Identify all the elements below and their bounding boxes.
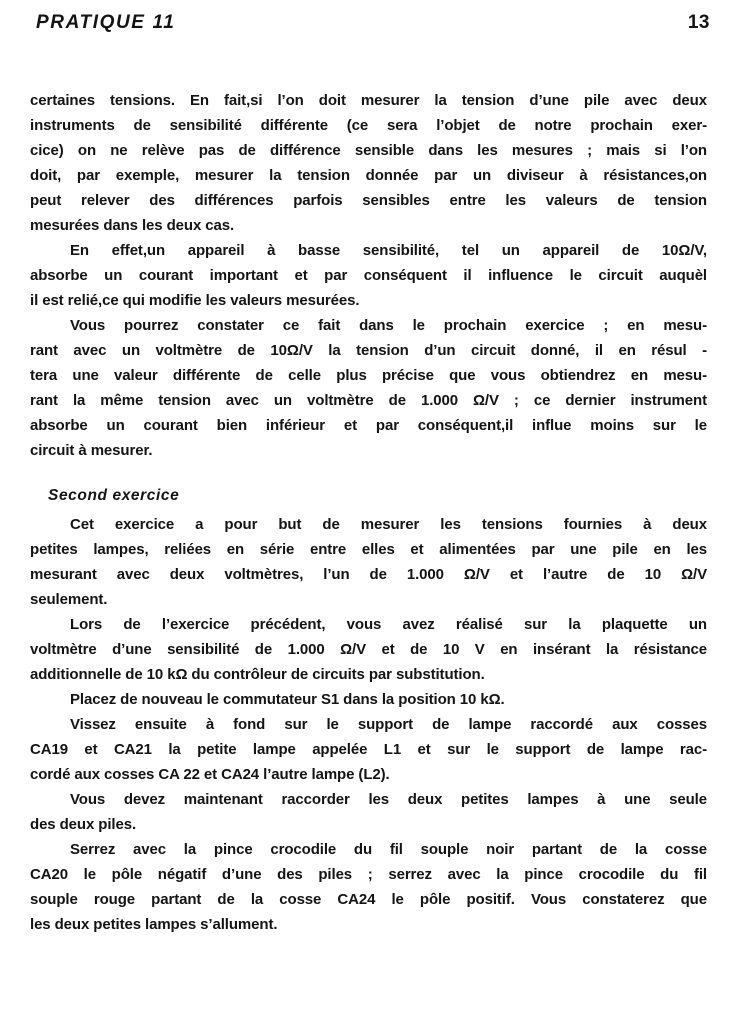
body-paragraph (30, 512, 707, 612)
text-line: souple rouge partant de la cosse CA24 le pôle positif. Vous constaterez que (30, 891, 707, 908)
text-line: CA20 le pôle négatif d’une des piles ; serrez avec la pince crocodile du fil (30, 866, 707, 883)
text-line: Vissez ensuite à fond sur le support de lampe raccordé aux cosses (70, 716, 707, 733)
body-paragraph (30, 612, 707, 687)
text-line: circuit à mesurer. (30, 442, 153, 459)
text-line: additionnelle de 10 kΩ du contrôleur de circuits par substitution. (30, 666, 485, 683)
text-line: Cet exercice a pour but de mesurer les tensions fournies à deux (70, 516, 707, 533)
body-paragraph (30, 238, 707, 313)
text-line: Vous devez maintenant raccorder les deux petites lampes à une seule (70, 791, 707, 808)
page-number: 13 (687, 12, 710, 33)
text-line: peut relever des différences parfois sensibles entre les valeurs de tension (30, 192, 707, 209)
text-line: les deux petites lampes s’allument. (30, 916, 278, 933)
text-line: CA19 et CA21 la petite lampe appelée L1 et sur le support de lampe rac- (30, 741, 707, 758)
text-line: Lors de l’exercice précédent, vous avez réalisé sur la plaquette un (70, 616, 707, 633)
body-paragraph (30, 837, 707, 937)
page-body (30, 88, 707, 937)
text-line: Vous pourrez constater ce fait dans le prochain exercice ; en mesu- (70, 317, 707, 334)
text-line: cordé aux cosses CA 22 et CA24 l’autre lampe (L2). (30, 766, 390, 783)
text-line: rant la même tension avec un voltmètre de 1.000 Ω/V ; ce dernier instrument (30, 392, 707, 409)
text-line: absorbe un courant bien inférieur et par conséquent,il influe moins sur le (30, 417, 707, 434)
body-paragraph (30, 687, 707, 712)
text-line: petites lampes, reliées en série entre elles et alimentées par une pile en les (30, 541, 707, 558)
body-paragraph (30, 712, 707, 787)
section-heading: Second exercice (48, 487, 180, 504)
body-paragraph (30, 88, 707, 238)
text-line: seulement. (30, 591, 108, 608)
text-line: mesurées dans les deux cas. (30, 217, 235, 234)
text-line: Placez de nouveau le commutateur S1 dans la position 10 kΩ. (70, 691, 505, 708)
text-line: voltmètre d’une sensibilité de 1.000 Ω/V et de 10 V en insérant la résistance (30, 641, 707, 658)
text-line: il est relié,ce qui modifie les valeurs mesurées. (30, 292, 360, 309)
text-line: rant avec un voltmètre de 10Ω/V la tension d’un circuit donné, il en résul - (30, 342, 707, 359)
text-line: cice) on ne relève pas de différence sensible dans les mesures ; mais si l’on (30, 142, 707, 159)
text-line: certaines tensions. En fait,si l’on doit mesurer la tension d’une pile avec deux (30, 92, 707, 109)
text-line: En effet,un appareil à basse sensibilité, tel un appareil de 10Ω/V, (70, 242, 707, 259)
text-line: absorbe un courant important et par conséquent il influence le circuit auquèl (30, 267, 707, 284)
text-line: des deux piles. (30, 816, 137, 833)
text-line: doit, par exemple, mesurer la tension donnée par un diviseur à résistances,on (30, 167, 707, 184)
text-line: instruments de sensibilité différente (ce sera l’objet de notre prochain exer- (30, 117, 707, 134)
text-line: Serrez avec la pince crocodile du fil souple noir partant de la cosse (70, 841, 707, 858)
body-paragraph (30, 313, 707, 463)
running-title: PRATIQUE 11 (36, 12, 176, 33)
text-line: tera une valeur différente de celle plus précise que vous obtiendrez en mesu- (30, 367, 707, 384)
text-line: mesurant avec deux voltmètres, l’un de 1.000 Ω/V et l’autre de 10 Ω/V (30, 566, 707, 583)
body-paragraph (30, 787, 707, 837)
page-header (36, 12, 710, 34)
